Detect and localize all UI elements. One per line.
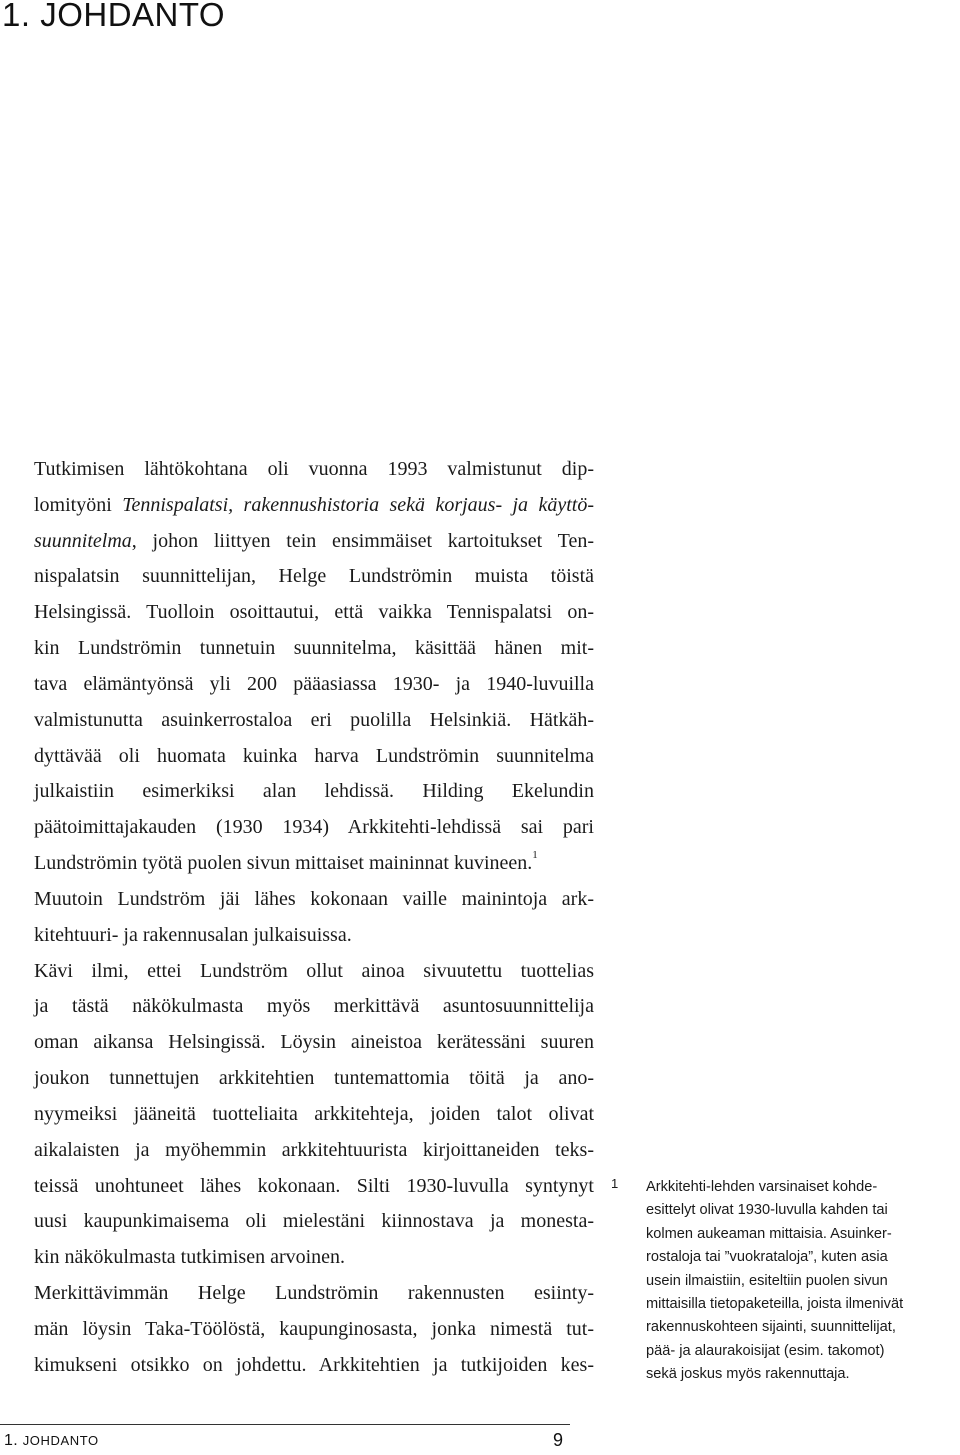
footnote-text [646,1176,956,1387]
text-run: oman aikansa Helsingissä. Löysin aineistoa kerätessäni suuren [34,1031,594,1054]
body-line [34,1169,594,1205]
footer-rule [0,1424,570,1425]
chapter-heading: 1. JOHDANTO [2,0,226,33]
body-line [34,1061,594,1097]
body-line [34,1276,594,1312]
italic-title: Tennispalatsi, rakennushistoria sekä korjaus- ja käyttö- [122,493,594,516]
text-run: julkaistiin esimerkiksi alan lehdissä. Hilding Ekelundin [34,780,594,803]
footer-chapter-label [4,1432,99,1450]
body-line [34,846,594,882]
text-run: tava elämäntyönsä yli 200 pääasiassa 1930- ja 1940-luvuilla [34,672,594,695]
footnote-number: 1 [611,1176,619,1191]
body-line [34,559,594,595]
text-run: nyymeiksi jääneitä tuotteliaita arkkitehteja, joiden talot olivat [34,1102,594,1125]
text-run: lomityöni [34,493,123,516]
body-line [34,488,594,524]
body-line [34,667,594,703]
body-line [34,810,594,846]
body-line [34,918,594,954]
footnote-line: kolmen aukeaman mittaisia. Asuinker- [646,1225,892,1242]
text-run: teissä unohtuneet lähes kokonaan. Silti 1930-luvulla syntynyt [34,1174,594,1197]
text-run: nispalatsin suunnittelijan, Helge Lundströmin muista töistä [34,565,594,588]
text-run: uusi kaupunkimaisema oli mielestäni kiinnostava ja monesta- [34,1210,594,1233]
page-number: 9 [553,1430,564,1450]
footnote-line: sekä joskus myös rakennuttaja. [646,1366,850,1383]
text-run: , johon liittyen tein ensimmäiset kartoitukset Ten- [131,529,594,552]
footnote-reference: 1 [532,849,538,862]
body-line [34,1133,594,1169]
footnote-line: esittelyt olivat 1930-luvulla kahden tai [646,1202,888,1219]
footnote-line: rostaloja tai ”vuokrataloja”, kuten asia [646,1249,888,1266]
body-line [34,882,594,918]
body-line [34,1240,594,1276]
body-text [34,452,594,1384]
text-run: valmistunutta asuinkerrostaloa eri puolilla Helsinkiä. Hätkäh- [34,708,594,731]
text-run: joukon tunnettujen arkkitehtien tuntemattomia töitä ja ano- [34,1067,594,1090]
footer-chapter-number: 1. [4,1432,18,1449]
body-line [34,631,594,667]
body-line [34,1097,594,1133]
text-run: Kävi ilmi, ettei Lundström ollut ainoa sivuutettu tuottelias [34,959,594,982]
body-line [34,595,594,631]
text-run: dyttävää oli huomata kuinka harva Lundströmin suunnitelma [34,744,594,767]
body-line [34,989,594,1025]
text-run: kin näkökulmasta tutkimisen arvoinen. [34,1246,346,1269]
body-line [34,1348,594,1384]
footnote-line: pää- ja alaurakoisijat (esim. takomot) [646,1342,885,1359]
text-run: män löysin Taka-Töölöstä, kaupunginosasta, jonka nimestä tut- [34,1317,594,1340]
text-run: Muutoin Lundström jäi lähes kokonaan vaille mainintoja ark- [34,887,594,910]
footnote-line: rakennuskohteen sijainti, suunnittelijat, [646,1319,896,1336]
body-line [34,774,594,810]
body-line [34,524,594,560]
footer-chapter-title: JOHDANTO [22,1433,99,1448]
text-run: Helsingissä. Tuolloin osoittautui, että vaikka Tennispalatsi on- [34,601,594,624]
text-run: kin Lundströmin tunnetuin suunnitelma, käsittää hänen mit- [34,637,594,660]
body-line [34,1025,594,1061]
body-line [34,703,594,739]
text-run: kimukseni otsikko on johdettu. Arkkitehtien ja tutkijoiden kes- [34,1353,594,1376]
text-run: Lundströmin työtä puolen sivun mittaiset maininnat kuvineen. [34,852,533,875]
text-run: ja tästä näkökulmasta myös merkittävä asuntosuunnittelija [34,995,594,1018]
body-line [34,1312,594,1348]
body-line [34,954,594,990]
text-run: aikalaisten ja myöhemmin arkkitehtuurista kirjoittaneiden teks- [34,1138,594,1161]
footnote-line: Arkkitehti-lehden varsinaiset kohde- [646,1179,878,1195]
text-run: kitehtuuri- ja rakennusalan julkaisuissa. [34,923,352,946]
text-run: päätoimittajakauden (1930 1934) Arkkitehti-lehdissä sai pari [34,816,594,839]
footnote-line: mittaisilla tietopaketeilla, joista ilmenivät [646,1295,904,1312]
text-run: Merkittävimmän Helge Lundströmin rakennusten esiinty- [34,1282,594,1305]
text-run: Tutkimisen lähtökohtana oli vuonna 1993 valmistunut dip- [34,458,594,480]
footnote-line: usein ilmaistiin, esiteltiin puolen sivun [646,1272,888,1289]
body-line [34,1204,594,1240]
italic-title: suunnitelma [34,529,132,552]
body-line [34,452,594,488]
body-line [34,739,594,775]
